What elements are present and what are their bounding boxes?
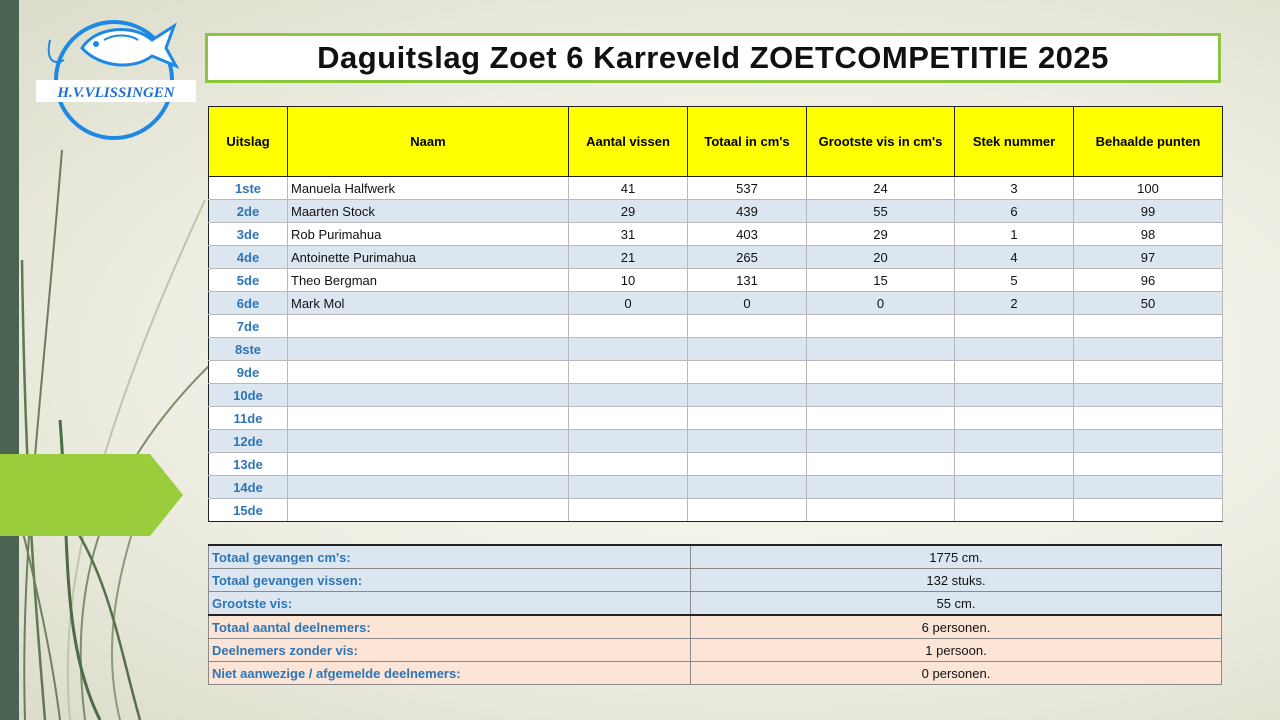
cell-rank: 2de [209,200,288,223]
table-row [209,430,1223,453]
summary-value: 55 cm. [691,592,1222,616]
summary-row [209,592,1222,616]
table-row [209,338,1223,361]
summary-table [208,544,1222,685]
header-grootste-vis: Grootste vis in cm's [807,107,955,177]
cell-rank: 14de [209,476,288,499]
cell-name [288,315,569,338]
table-row [209,177,1223,200]
cell-name: Rob Purimahua [288,223,569,246]
table-row [209,384,1223,407]
cell-rank: 11de [209,407,288,430]
cell-fish: 31 [569,223,688,246]
cell-name: Mark Mol [288,292,569,315]
cell-spot [955,453,1074,476]
cell-largest: 20 [807,246,955,269]
cell-largest [807,361,955,384]
cell-name: Antoinette Purimahua [288,246,569,269]
cell-points [1074,407,1223,430]
summary-value: 1 persoon. [691,639,1222,662]
cell-name: Maarten Stock [288,200,569,223]
cell-fish: 41 [569,177,688,200]
cell-largest: 29 [807,223,955,246]
summary-value: 1775 cm. [691,545,1222,569]
cell-points [1074,315,1223,338]
cell-spot: 5 [955,269,1074,292]
cell-fish: 0 [569,292,688,315]
club-logo [34,18,199,148]
summary-row [209,662,1222,685]
cell-total: 537 [688,177,807,200]
table-row [209,315,1223,338]
cell-largest [807,384,955,407]
cell-fish [569,338,688,361]
summary-row [209,639,1222,662]
header-uitslag: Uitslag [209,107,288,177]
cell-points: 98 [1074,223,1223,246]
cell-rank: 12de [209,430,288,453]
cell-points [1074,384,1223,407]
cell-rank: 10de [209,384,288,407]
summary-value: 0 personen. [691,662,1222,685]
table-header-row [209,107,1223,177]
title-box [205,33,1221,83]
cell-largest: 55 [807,200,955,223]
cell-rank: 6de [209,292,288,315]
summary-row [209,569,1222,592]
cell-fish [569,315,688,338]
cell-points: 96 [1074,269,1223,292]
summary-label: Grootste vis: [209,592,691,616]
cell-total [688,453,807,476]
results-table [208,106,1223,522]
page-title: Daguitslag Zoet 6 Karreveld ZOETCOMPETITIE 2025 [317,40,1109,75]
table-row [209,246,1223,269]
cell-points: 50 [1074,292,1223,315]
cell-total: 131 [688,269,807,292]
cell-largest [807,499,955,522]
cell-rank: 9de [209,361,288,384]
summary-value: 6 personen. [691,615,1222,639]
cell-fish [569,453,688,476]
table-row [209,499,1223,522]
cell-spot: 2 [955,292,1074,315]
cell-name [288,407,569,430]
cell-rank: 7de [209,315,288,338]
table-row [209,476,1223,499]
cell-largest: 0 [807,292,955,315]
cell-name [288,338,569,361]
cell-total [688,315,807,338]
cell-points [1074,338,1223,361]
header-naam: Naam [288,107,569,177]
cell-points: 99 [1074,200,1223,223]
cell-name [288,476,569,499]
summary-value: 132 stuks. [691,569,1222,592]
cell-largest: 24 [807,177,955,200]
cell-spot: 1 [955,223,1074,246]
cell-rank: 8ste [209,338,288,361]
cell-largest [807,338,955,361]
table-row [209,223,1223,246]
cell-total [688,430,807,453]
cell-rank: 5de [209,269,288,292]
cell-spot [955,407,1074,430]
cell-name: Manuela Halfwerk [288,177,569,200]
cell-rank: 15de [209,499,288,522]
cell-fish [569,499,688,522]
cell-largest [807,315,955,338]
cell-spot [955,384,1074,407]
cell-spot [955,430,1074,453]
club-name: H.V.VLISSINGEN [57,85,175,101]
summary-label: Totaal gevangen vissen: [209,569,691,592]
cell-largest: 15 [807,269,955,292]
table-row [209,292,1223,315]
cell-spot: 4 [955,246,1074,269]
summary-label: Niet aanwezige / afgemelde deelnemers: [209,662,691,685]
header-behaalde-punten: Behaalde punten [1074,107,1223,177]
cell-spot [955,476,1074,499]
cell-total: 439 [688,200,807,223]
cell-fish [569,430,688,453]
header-totaal-cm: Totaal in cm's [688,107,807,177]
table-row [209,361,1223,384]
cell-total [688,338,807,361]
cell-fish [569,361,688,384]
table-row [209,200,1223,223]
cell-spot [955,315,1074,338]
cell-spot: 3 [955,177,1074,200]
cell-points [1074,361,1223,384]
cell-name [288,361,569,384]
cell-total: 0 [688,292,807,315]
cell-total [688,499,807,522]
cell-name [288,453,569,476]
cell-name [288,430,569,453]
cell-points [1074,453,1223,476]
table-row [209,269,1223,292]
cell-name [288,499,569,522]
cell-spot [955,338,1074,361]
cell-points [1074,499,1223,522]
cell-total [688,361,807,384]
cell-total [688,407,807,430]
cell-name: Theo Bergman [288,269,569,292]
cell-largest [807,476,955,499]
cell-total: 403 [688,223,807,246]
cell-fish: 29 [569,200,688,223]
cell-rank: 1ste [209,177,288,200]
cell-largest [807,453,955,476]
cell-spot [955,361,1074,384]
cell-spot: 6 [955,200,1074,223]
cell-rank: 3de [209,223,288,246]
cell-total [688,384,807,407]
header-stek-nummer: Stek nummer [955,107,1074,177]
cell-points: 100 [1074,177,1223,200]
green-arrow-shape [0,454,183,536]
summary-row [209,615,1222,639]
header-aantal-vissen: Aantal vissen [569,107,688,177]
cell-fish [569,476,688,499]
cell-points [1074,430,1223,453]
cell-largest [807,407,955,430]
table-row [209,453,1223,476]
cell-points: 97 [1074,246,1223,269]
cell-fish: 21 [569,246,688,269]
summary-label: Totaal aantal deelnemers: [209,615,691,639]
cell-name [288,384,569,407]
cell-points [1074,476,1223,499]
cell-rank: 4de [209,246,288,269]
cell-rank: 13de [209,453,288,476]
table-row [209,407,1223,430]
summary-label: Deelnemers zonder vis: [209,639,691,662]
cell-fish [569,407,688,430]
cell-fish: 10 [569,269,688,292]
summary-label: Totaal gevangen cm's: [209,545,691,569]
cell-total: 265 [688,246,807,269]
cell-total [688,476,807,499]
summary-row [209,545,1222,569]
cell-spot [955,499,1074,522]
cell-largest [807,430,955,453]
cell-fish [569,384,688,407]
